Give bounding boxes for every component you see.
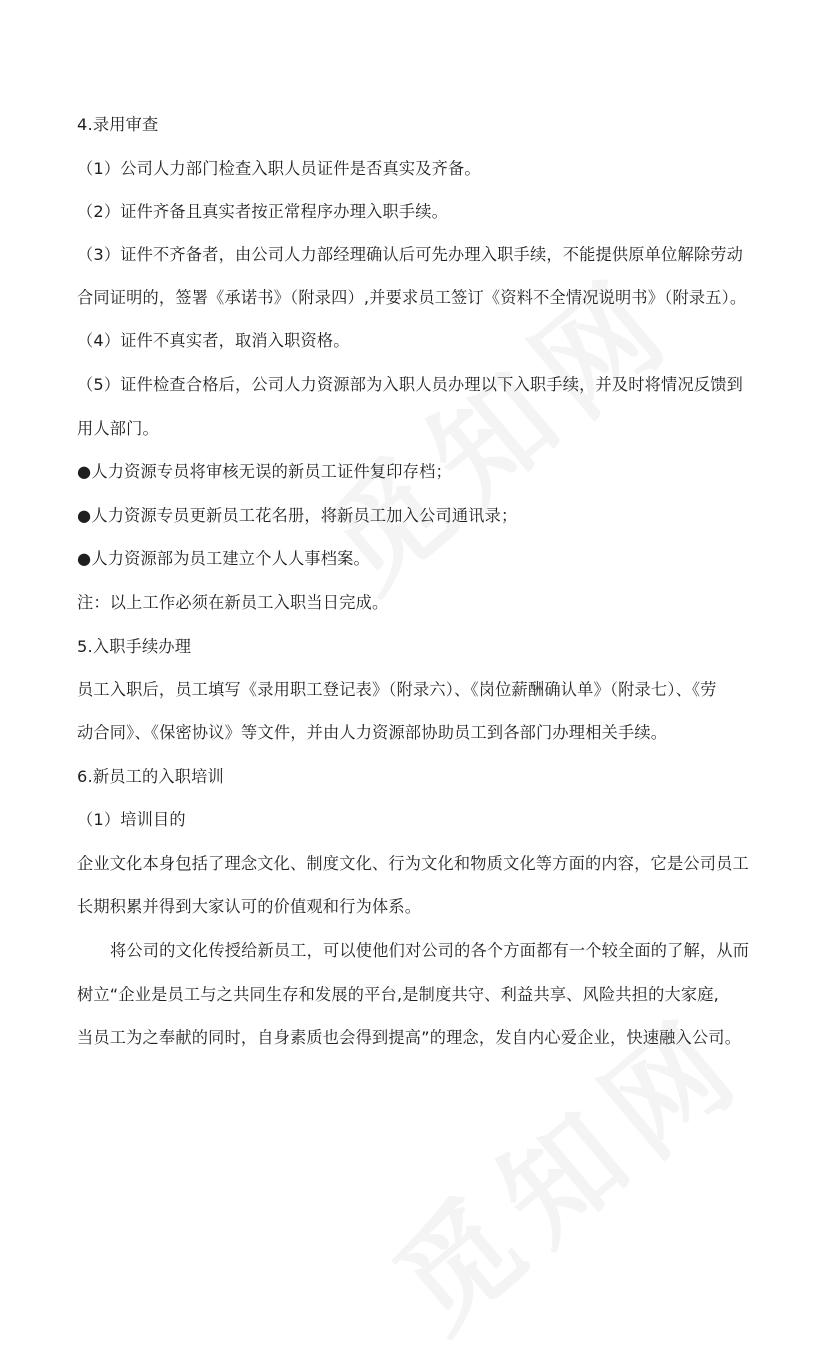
paragraph-line: 合同证明的，签署《承诺书》（附录四）,并要求员工签订《资料不全情况说明书》（附录五）。 <box>77 288 747 307</box>
bullet-item: ●人力资源专员更新员工花名册，将新员工加入公司通讯录； <box>77 506 518 525</box>
note-line: 注：以上工作必须在新员工入职当日完成。 <box>77 593 389 612</box>
paragraph-line: （2）证件齐备且真实者按正常程序办理入职手续。 <box>77 202 449 221</box>
paragraph-line: 用人部门。 <box>77 419 159 438</box>
section-heading: 5.入职手续办理 <box>77 637 192 656</box>
bullet-item: ●人力资源部为员工建立个人人事档案。 <box>77 549 370 568</box>
section-heading: 4.录用审查 <box>77 115 159 134</box>
bullet-item: ●人力资源专员将审核无误的新员工证件复印存档； <box>77 462 452 481</box>
paragraph-line: （1）公司人力部门检查入职人员证件是否真实及齐备。 <box>77 159 481 178</box>
paragraph-line: 动合同》、《保密协议》等文件，并由人力资源部协助员工到各部门办理相关手续。 <box>77 723 668 742</box>
paragraph-line: 企业文化本身包括了理念文化、制度文化、行为文化和物质文化等方面的内容，它是公司员工 <box>77 854 749 873</box>
section-heading: 6.新员工的入职培训 <box>77 767 224 786</box>
paragraph-line: 员工入职后，员工填写《录用职工登记表》（附录六）、《岗位薪酬确认单》（附录七）、《劳 <box>77 680 717 699</box>
paragraph-line: 将公司的文化传授给新员工，可以使他们对公司的各个方面都有一个较全面的了解，从而 <box>110 941 750 960</box>
paragraph-line: （5）证件检查合格后，公司人力资源部为入职人员办理以下入职手续，并及时将情况反馈到 <box>77 375 743 394</box>
paragraph-line: （4）证件不真实者，取消入职资格。 <box>77 331 350 350</box>
subsection-heading: （1）培训目的 <box>77 810 186 829</box>
paragraph-line: 树立“企业是员工与之共同生存和发展的平台,是制度共守、利益共享、风险共担的大家庭, <box>77 985 719 1004</box>
paragraph-line: 当员工为之奉献的同时，自身素质也会得到提高”的理念，发自内心爱企业，快速融入公司。 <box>77 1028 742 1047</box>
paragraph-line: （3）证件不齐备者，由公司人力部经理确认后可先办理入职手续，不能提供原单位解除劳动 <box>77 245 743 264</box>
paragraph-line: 长期积累并得到大家认可的价值观和行为体系。 <box>77 897 422 916</box>
